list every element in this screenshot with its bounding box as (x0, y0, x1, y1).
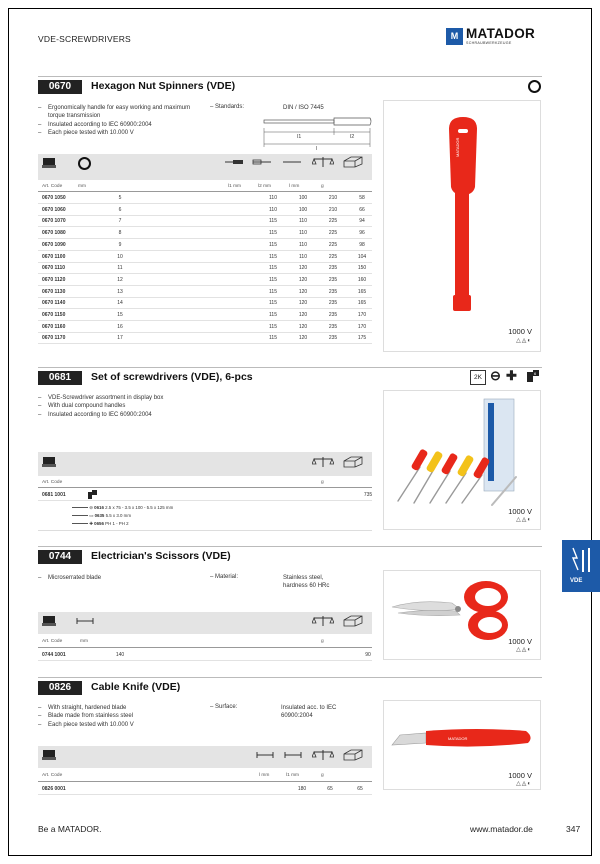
cell-l2: 120 (298, 312, 308, 318)
cell-mm: 15 (117, 312, 123, 318)
voltage-rating: 1000 V (508, 507, 532, 516)
svg-text:6: 6 (534, 371, 537, 376)
cell-art-code: 0670 1160 (42, 323, 66, 330)
product-image-card-0681 (383, 390, 541, 530)
matador-logo (446, 26, 546, 50)
scissors-image (388, 577, 538, 643)
svg-text:MATADOR: MATADOR (448, 736, 468, 741)
section-title-0670: Hexagon Nut Spinners (VDE) (91, 80, 236, 92)
section-code-0670: 0670 (38, 80, 82, 94)
cell-art-code: 0670 1170 (42, 335, 66, 342)
feature-list-0670 (38, 104, 198, 138)
dim-l1: l1 (297, 134, 302, 140)
spec-label: – Material: (210, 574, 239, 580)
col-l: l mm (289, 184, 300, 189)
cell-l: 235 (328, 323, 338, 330)
cell-art-code: 0670 1120 (42, 276, 66, 283)
row-rule (38, 530, 372, 531)
two-k-icon: 2K (470, 370, 486, 385)
cell-l: 235 (328, 300, 338, 307)
header-rule (38, 487, 372, 488)
cell-l: 235 (328, 276, 338, 283)
hex-ring-icon (78, 157, 91, 170)
spec-label: – Standards: (210, 104, 245, 110)
side-tab-label: VDE (570, 578, 583, 584)
certification-icons: △◬◐ (516, 338, 532, 344)
cell-g: 170 (357, 312, 367, 318)
cell-l2: 120 (298, 288, 308, 295)
feature-item: – Insulated according to IEC 60900:2004 (38, 411, 238, 419)
brand-name: MATADOR (466, 26, 536, 41)
brand-subtitle: SCHRAUBWERKZEUGE (466, 41, 512, 45)
cell-mm: 17 (117, 335, 123, 342)
cell-l1: 115 (269, 218, 277, 225)
length-dim-icon (76, 617, 94, 625)
feature-list-0681 (38, 394, 238, 419)
cell-g: 98 (359, 241, 365, 248)
header-rule (38, 191, 372, 192)
table-row (38, 252, 372, 263)
nut-spinner-image (439, 115, 487, 315)
cell-l1: 115 (269, 323, 277, 330)
tool-icon (42, 456, 56, 468)
weight-scale-icon (312, 156, 334, 168)
set-contents-list (72, 504, 272, 528)
cell-l1: 115 (269, 276, 277, 283)
weight-scale-icon (312, 615, 334, 627)
table-row (38, 310, 372, 321)
cell-l1: 115 (269, 241, 277, 248)
slotted-icon: ⊖ (490, 368, 501, 383)
tool-icon (42, 615, 56, 627)
cell-g: 58 (359, 195, 365, 201)
product-image-card-0670 (383, 100, 541, 352)
cell-g: 170 (357, 323, 367, 330)
col-g: g (321, 773, 324, 778)
cell-l: 235 (328, 335, 338, 342)
package-box-icon (342, 156, 364, 168)
set-icon (526, 369, 540, 383)
feature-item: – Each piece tested with 10.000 V (38, 129, 198, 137)
col-g: g (321, 639, 324, 644)
section-code-0681: 0681 (38, 371, 82, 385)
package-box-icon (342, 615, 364, 627)
col-mm: mm (78, 184, 86, 189)
feature-item: – Microserrated blade (38, 574, 198, 582)
cell-mm: 9 (118, 241, 122, 248)
feature-item: – Ergonomically handle for easy working and maximum torque transmission (38, 104, 198, 121)
cell-l1: 115 (269, 253, 277, 260)
cell-l: 235 (328, 312, 338, 318)
cell-l1: 110 (269, 195, 277, 201)
section-rule (38, 76, 542, 77)
header-rule (38, 647, 372, 648)
feature-item: – Blade made from stainless steel (38, 712, 198, 720)
product-image-card-0826 (383, 700, 541, 790)
feature-item: – VDE-Screwdriver assortment in display box (38, 394, 238, 402)
cell-mm: 7 (118, 218, 122, 225)
cell-l: 225 (328, 241, 338, 248)
category-side-tab[interactable] (562, 540, 600, 592)
cell-g: 175 (357, 335, 367, 342)
hex-ring-icon (528, 80, 541, 93)
col-l1: l1 mm (228, 184, 242, 189)
cell-l2: 100 (298, 206, 308, 213)
length-dim-icon (256, 751, 274, 759)
cell-mm: 10 (117, 253, 123, 260)
cell-l2: 120 (298, 300, 308, 307)
dim-l: l (316, 146, 318, 152)
section-code-0826: 0826 (38, 681, 82, 695)
cell-mm: 14 (117, 300, 123, 307)
set-content-item: ▭ 0635 5.5 x 3.0 mm (72, 512, 272, 520)
cell-art-code: 0670 1100 (42, 253, 66, 260)
cell-art-code: 0670 1060 (42, 206, 66, 213)
voltage-rating: 1000 V (508, 771, 532, 780)
feature-list-0744 (38, 574, 198, 582)
cell-l1: 115 (269, 335, 277, 342)
section-rule (38, 367, 542, 368)
table-row: 0826 0001 180 65 65 (38, 784, 372, 795)
certification-icons: △◬◐ (516, 647, 532, 653)
cell-mm: 5 (118, 195, 122, 201)
table-row (38, 333, 372, 344)
cell-l2: 120 (298, 323, 308, 330)
table-row (38, 275, 372, 286)
cell-l1: 115 (269, 288, 277, 295)
header-rule (38, 781, 372, 782)
feature-list-0826 (38, 704, 198, 729)
cell-art-code: 0670 1050 (42, 195, 66, 201)
product-image-card-0744 (383, 570, 541, 660)
cell-art-code: 0670 1090 (42, 241, 66, 248)
table-row (38, 228, 372, 239)
cell-mm: 6 (118, 206, 122, 213)
cell-l: 210 (328, 195, 338, 201)
cell-l2: 120 (298, 276, 308, 283)
section-title-0744: Electrician's Scissors (VDE) (91, 550, 231, 562)
cell-g: 66 (359, 206, 365, 213)
col-l2: l2 mm (258, 184, 272, 189)
feature-item: – Insulated according to IEC 60900:2004 (38, 121, 198, 129)
set-content-item: ✚ 0656 PH 1 - PH 2 (72, 520, 272, 528)
cell-l2: 110 (299, 230, 307, 237)
voltage-rating: 1000 V (508, 327, 532, 336)
cell-art-code: 0670 1070 (42, 218, 66, 225)
cell-art-code: 0670 1140 (42, 300, 66, 307)
footer-slogan: Be a MATADOR. (38, 824, 102, 834)
cell-g: 104 (357, 253, 367, 260)
page-number: 347 (566, 824, 581, 834)
cable-knife-image (388, 719, 538, 759)
cell-g: 94 (359, 218, 365, 225)
dim-l2: l2 (350, 134, 355, 140)
table-row (38, 263, 372, 274)
cell-art-code: 0670 1130 (42, 288, 66, 295)
cell-mm: 8 (118, 230, 122, 237)
package-box-icon (342, 456, 364, 468)
cell-g: 160 (357, 276, 367, 283)
set-content-item: ⊖ 0616 2.5 x 75 - 3.5 x 100 - 5.5 x 125 mm (72, 504, 272, 512)
col-l: l mm (259, 773, 270, 778)
certification-icons: △◬◐ (516, 781, 532, 787)
col-art-code: Art. Code (42, 480, 63, 485)
cell-l2: 120 (298, 265, 308, 272)
cell-l2: 120 (298, 335, 308, 342)
cell-mm: 11 (117, 265, 123, 272)
cell-l2: 100 (298, 195, 308, 201)
feature-item: – With straight, hardened blade (38, 704, 198, 712)
cell-mm: 12 (117, 276, 123, 283)
phillips-icon: ✚ (506, 368, 517, 383)
catalog-category: VDE-SCREWDRIVERS (38, 34, 131, 44)
spec-label: – Surface: (210, 704, 238, 710)
feature-item: – With dual compound handles (38, 402, 238, 410)
cell-mm: 13 (117, 288, 123, 295)
table-row (38, 193, 372, 204)
section-rule (38, 546, 542, 547)
l-dim-icon (282, 158, 302, 166)
col-g: g (321, 184, 324, 189)
section-title-0826: Cable Knife (VDE) (91, 681, 181, 693)
section-title-0681: Set of screwdrivers (VDE), 6-pcs (91, 371, 253, 383)
cell-l1: 115 (269, 300, 277, 307)
l2-dim-icon (252, 158, 272, 166)
table-row (38, 205, 372, 216)
footer-url[interactable]: www.matador.de (470, 824, 533, 834)
col-art-code: Art. Code (42, 639, 63, 644)
vde-tools-icon (569, 546, 593, 574)
section-code-0744: 0744 (38, 550, 82, 564)
cell-l: 225 (328, 253, 338, 260)
weight-scale-icon (312, 749, 334, 761)
cell-l1: 115 (269, 312, 277, 318)
cell-l2: 110 (299, 218, 307, 225)
table-row (38, 287, 372, 298)
dimension-drawing (262, 114, 374, 152)
table-row: 0681 1001 735 (38, 489, 372, 501)
cell-g: 96 (359, 230, 365, 237)
cell-art-code: 0670 1080 (42, 230, 66, 237)
cell-l: 235 (328, 265, 338, 272)
cell-g: 165 (357, 288, 367, 295)
col-mm: mm (80, 639, 88, 644)
table-row (38, 216, 372, 227)
cell-l1: 110 (269, 206, 277, 213)
cell-mm: 16 (117, 323, 123, 330)
col-art-code: Art. Code (42, 773, 63, 778)
cell-l1: 115 (269, 265, 277, 272)
screwdriver-set-image (388, 397, 538, 507)
weight-scale-icon (312, 456, 334, 468)
certification-icons: △◬◐ (516, 517, 532, 523)
table-row (38, 240, 372, 251)
cell-l2: 110 (299, 253, 307, 260)
l1-dim-icon (224, 158, 244, 166)
cell-g: 150 (357, 265, 367, 272)
table-row: 0744 1001 140 90 (38, 650, 372, 661)
spec-value: DIN / ISO 7445 (283, 105, 324, 111)
section-rule (38, 677, 542, 678)
cell-art-code: 0670 1150 (42, 312, 66, 318)
table-row (38, 298, 372, 309)
package-box-icon (342, 749, 364, 761)
col-l1: l1 mm (286, 773, 300, 778)
cell-l1: 115 (269, 230, 277, 237)
cell-l: 235 (328, 288, 338, 295)
set-icon (88, 490, 98, 500)
cell-l2: 110 (299, 241, 307, 248)
spec-value: Stainless steel, hardness 60 HRc (283, 575, 330, 589)
svg-text:MATADOR: MATADOR (455, 137, 460, 157)
col-art-code: Art. Code (42, 184, 63, 189)
brand-mark-icon: M (446, 28, 463, 45)
cell-art-code: 0670 1110 (42, 265, 66, 272)
blade-length-icon (284, 751, 302, 759)
feature-item: – Each piece tested with 10.000 V (38, 721, 198, 729)
tool-icon (42, 157, 56, 169)
cell-l: 210 (328, 206, 338, 213)
table-row (38, 322, 372, 333)
voltage-rating: 1000 V (508, 637, 532, 646)
spec-value: Insulated acc. to IEC 60900:2004 (281, 705, 337, 719)
cell-l: 225 (328, 230, 338, 237)
tool-icon (42, 749, 56, 761)
col-g: g (321, 480, 324, 485)
cell-g: 165 (357, 300, 367, 307)
cell-l: 225 (328, 218, 338, 225)
